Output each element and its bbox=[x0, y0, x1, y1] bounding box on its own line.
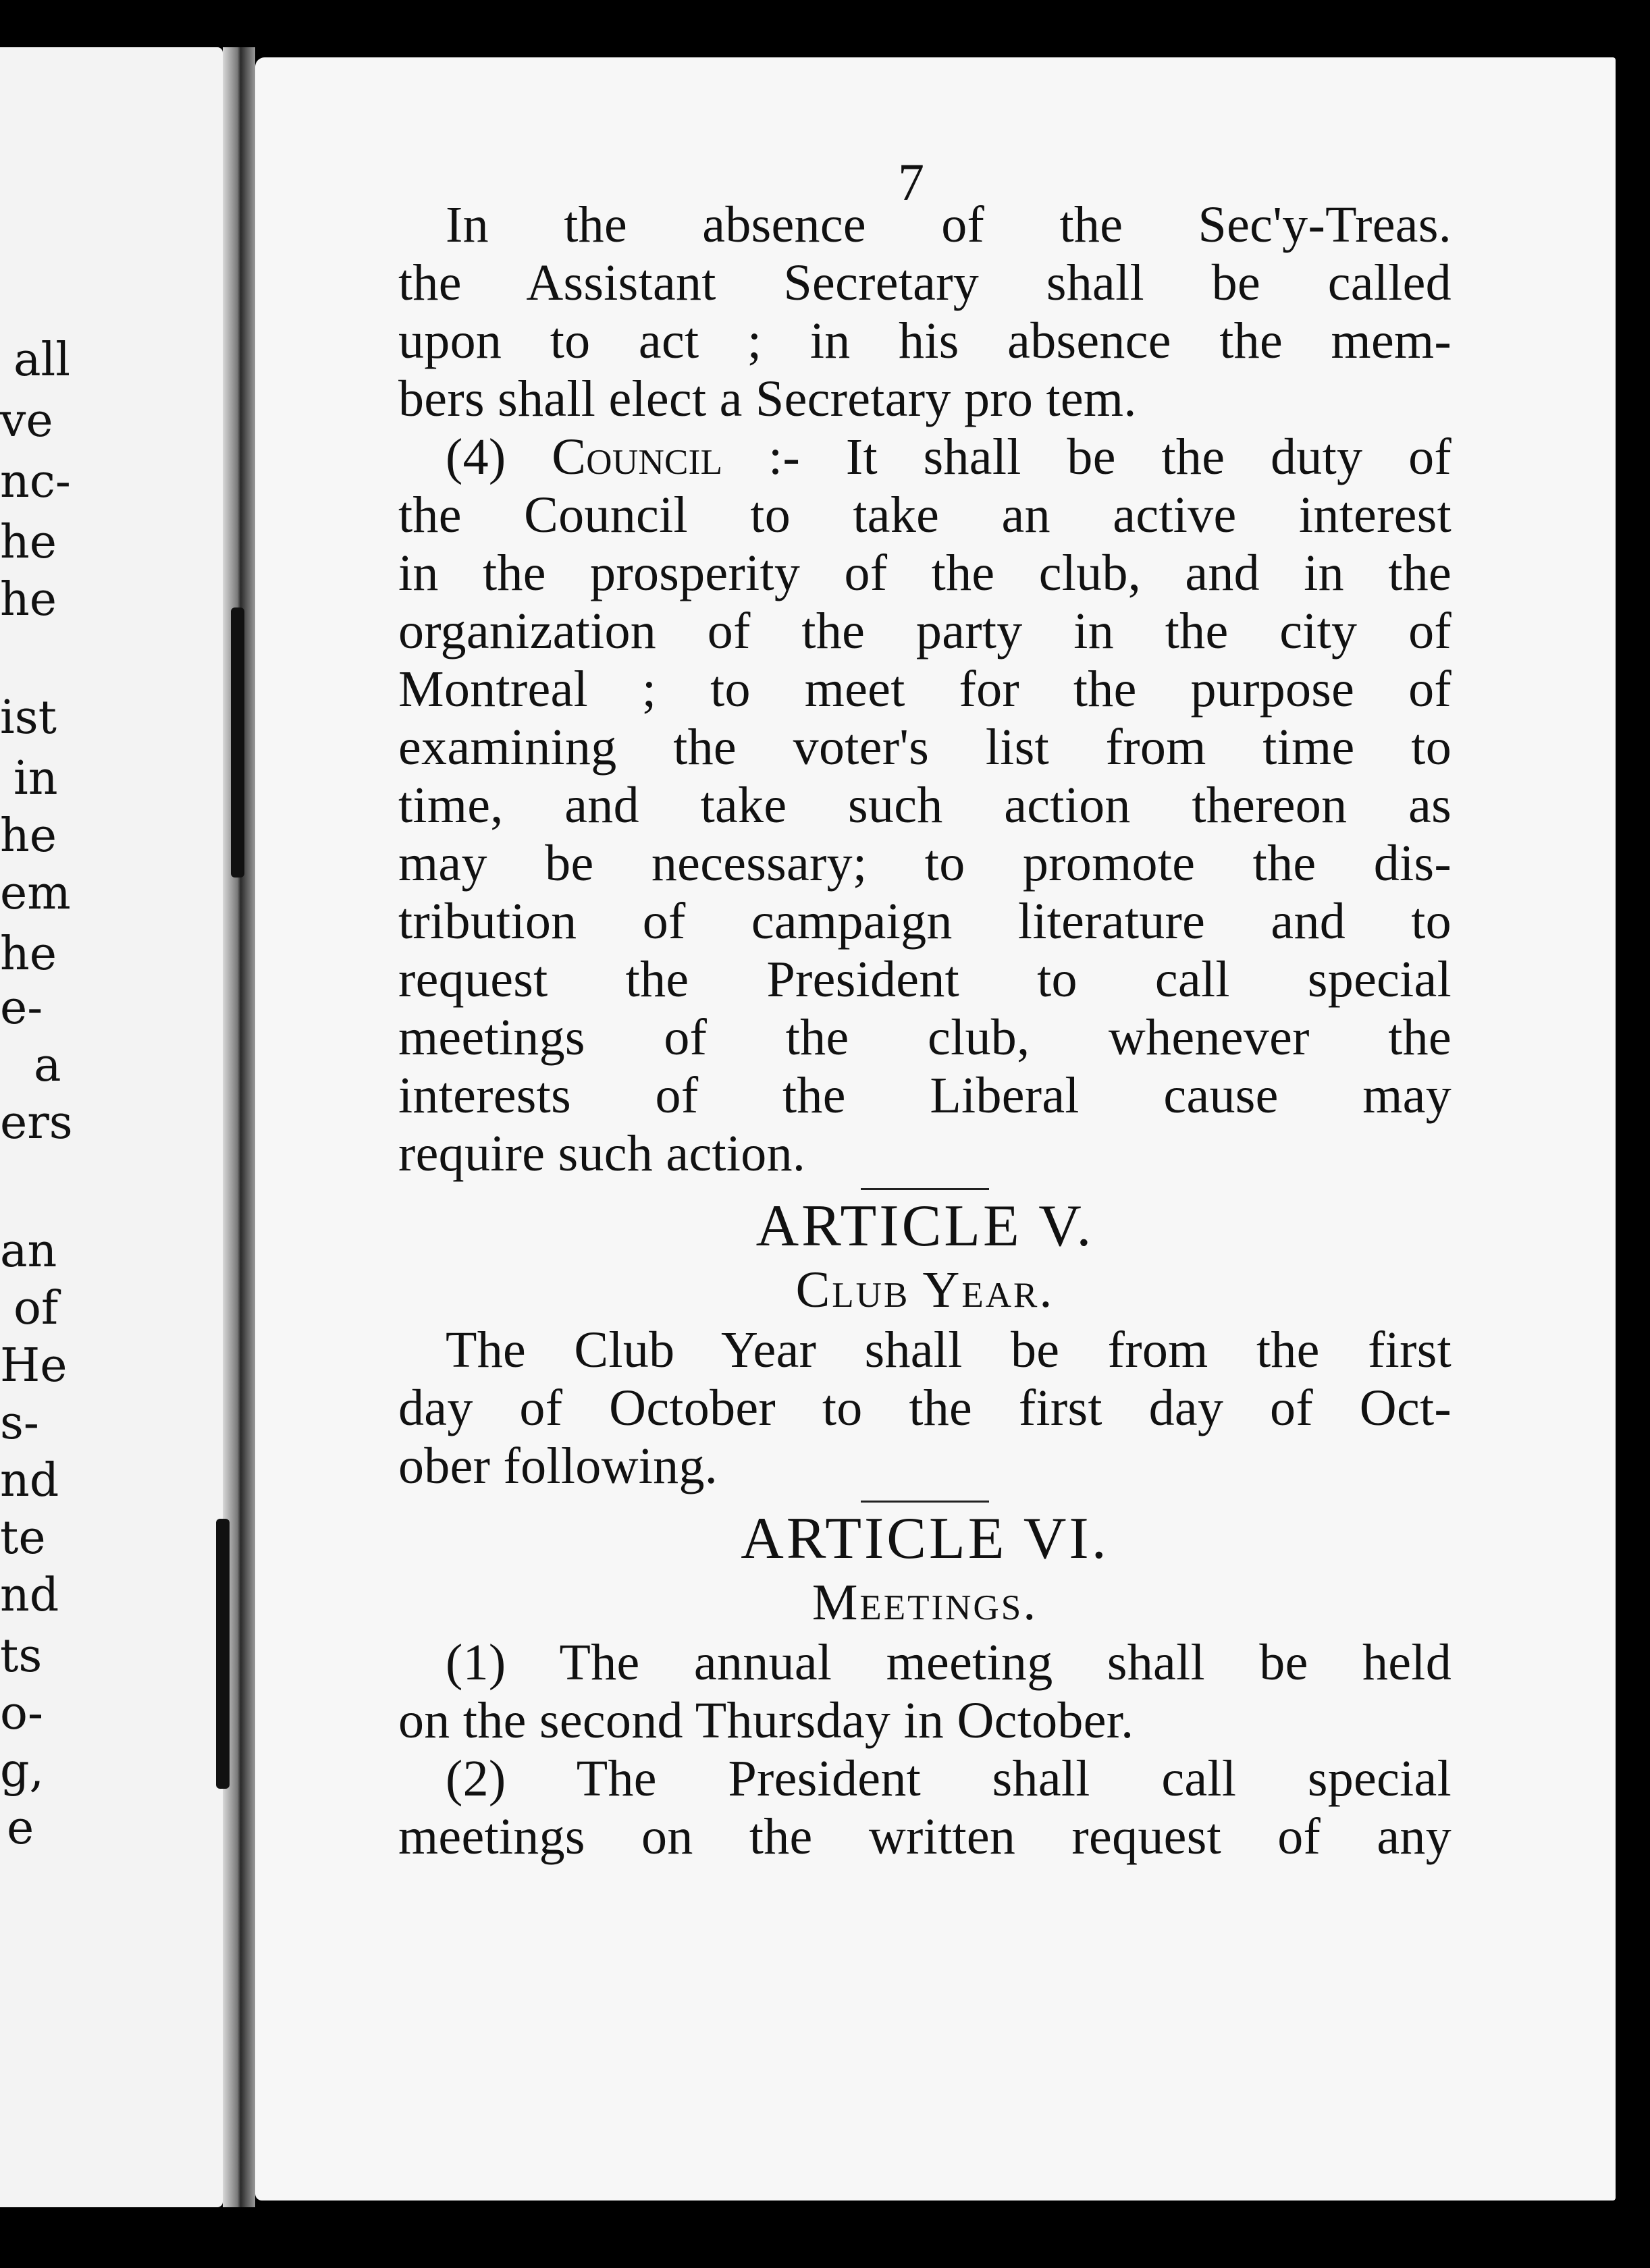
meetings-line: (1) The annual meeting shall be held bbox=[446, 1634, 1452, 1691]
left-page-fragment: He bbox=[0, 1339, 68, 1393]
council-first-line-text: It shall be the duty of bbox=[845, 429, 1452, 485]
left-page-edge bbox=[0, 47, 223, 2207]
council-line: examining the voter's list from time to bbox=[398, 719, 1452, 776]
left-page-fragment: ers bbox=[0, 1096, 73, 1150]
council-line: the Council to take an active interest bbox=[398, 487, 1452, 543]
left-page-fragment: an bbox=[0, 1224, 57, 1278]
page-body-text bbox=[398, 196, 1452, 1866]
article-vi-heading: ARTICLE VI. bbox=[741, 1506, 1109, 1571]
left-page-fragment: g, bbox=[0, 1744, 45, 1798]
club-year-line: ober following. bbox=[398, 1438, 718, 1494]
left-page-fragment: nd bbox=[0, 1569, 59, 1622]
binding-gutter bbox=[223, 47, 255, 2207]
left-page-fragment: he bbox=[0, 516, 57, 569]
article-v-heading: ARTICLE V. bbox=[755, 1193, 1094, 1259]
left-page-fragment: he bbox=[0, 573, 57, 626]
paragraph-line: bers shall elect a Secretary pro tem. bbox=[398, 371, 1137, 427]
staple-mark-bottom bbox=[216, 1519, 230, 1789]
meetings-line: meetings on the written request of any bbox=[398, 1808, 1452, 1865]
council-line: time, and take such action thereon as bbox=[398, 777, 1452, 834]
council-line: tribution of campaign literature and to bbox=[398, 893, 1452, 950]
council-line: meetings of the club, whenever the bbox=[398, 1009, 1452, 1066]
club-year-line: day of October to the first day of Oct- bbox=[398, 1380, 1452, 1436]
council-label: Council :- bbox=[552, 429, 801, 485]
left-page-fragment: ts bbox=[0, 1629, 43, 1683]
council-line: in the prosperity of the club, and in the bbox=[398, 545, 1452, 601]
paragraph-line: In the absence of the Sec'y-Treas. bbox=[446, 196, 1452, 253]
council-line: organization of the party in the city of bbox=[398, 603, 1452, 659]
left-page-fragment: in bbox=[14, 752, 58, 805]
article-v-subheading: Club Year. bbox=[795, 1262, 1055, 1318]
council-first-line bbox=[398, 428, 1452, 486]
meetings-line: (2) The President shall call special bbox=[446, 1750, 1452, 1807]
left-page-fragment: he bbox=[0, 927, 57, 981]
staple-mark-top bbox=[231, 608, 244, 878]
left-page-fragment: ist bbox=[0, 691, 57, 745]
left-page-fragment: ve bbox=[0, 394, 53, 448]
council-line: interests of the Liberal cause may bbox=[398, 1067, 1452, 1124]
left-page-fragment: o- bbox=[0, 1687, 43, 1740]
left-page-fragment: e- bbox=[0, 981, 43, 1035]
left-page-fragment: of bbox=[14, 1282, 59, 1335]
article-vi-subheading: Meetings. bbox=[811, 1574, 1038, 1631]
council-line: request the President to call special bbox=[398, 951, 1452, 1008]
council-line: may be necessary; to promote the dis- bbox=[398, 835, 1452, 892]
left-page-fragment: nc- bbox=[0, 455, 71, 508]
left-page-fragment: e bbox=[7, 1802, 34, 1855]
council-number: (4) bbox=[446, 429, 506, 485]
council-line: Montreal ; to meet for the purpose of bbox=[398, 661, 1452, 718]
section-divider bbox=[861, 1188, 989, 1190]
section-divider bbox=[861, 1501, 989, 1503]
left-page-fragment: nd bbox=[0, 1454, 59, 1507]
meetings-line: on the second Thursday in October. bbox=[398, 1692, 1134, 1749]
council-line: require such action. bbox=[398, 1125, 806, 1182]
left-page-fragment: em bbox=[0, 867, 71, 920]
club-year-line: The Club Year shall be from the first bbox=[446, 1322, 1452, 1378]
left-page-fragment: te bbox=[0, 1511, 46, 1565]
left-page-fragment: s- bbox=[0, 1397, 39, 1450]
page-number: 7 bbox=[898, 153, 924, 211]
paragraph-line: upon to act ; in his absence the mem- bbox=[398, 313, 1452, 369]
left-page-fragment: a bbox=[34, 1039, 61, 1092]
left-page-fragment: he bbox=[0, 809, 57, 863]
paragraph-line: the Assistant Secretary shall be called bbox=[398, 254, 1452, 311]
left-page-fragment: all bbox=[14, 333, 71, 387]
